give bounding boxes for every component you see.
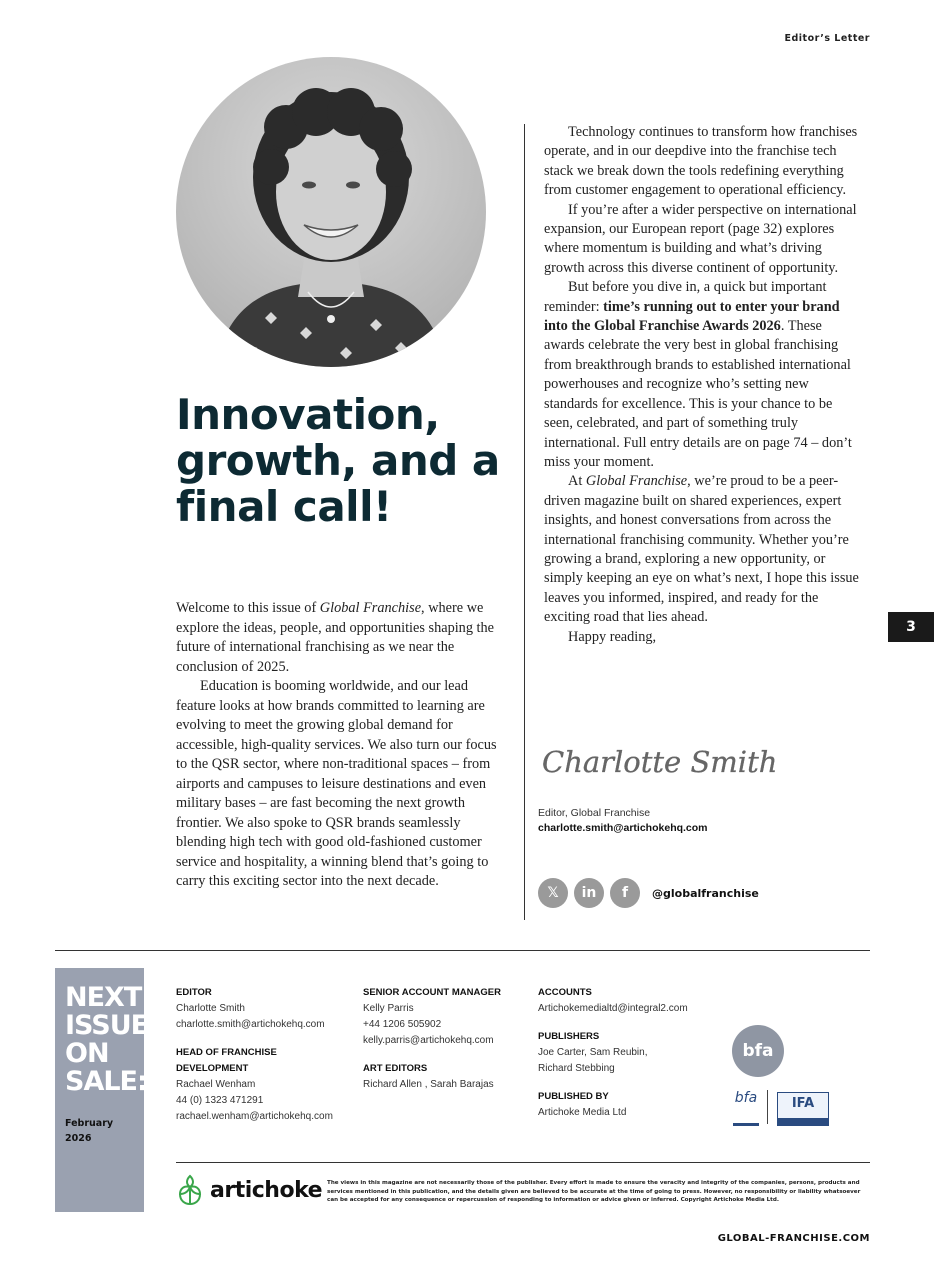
credit-email-link[interactable]: Artichokemedialtd@integral2.com xyxy=(538,1003,688,1014)
credit-name: Richard Allen , Sarah Barajas xyxy=(363,1079,494,1090)
artichoke-logo-text: artichoke xyxy=(210,1177,323,1203)
credit-name: Kelly Parris xyxy=(363,1003,414,1014)
credits-column-2 xyxy=(363,985,501,1093)
publication-name: Global Franchise xyxy=(319,600,422,616)
next-issue-month: February xyxy=(65,1118,114,1129)
credit-email-link[interactable]: charlotte.smith@artichokehq.com xyxy=(176,1019,325,1030)
site-url-link[interactable]: GLOBAL-FRANCHISE.COM xyxy=(717,1233,870,1244)
badge-separator xyxy=(767,1090,768,1124)
signature-text: Charlotte Smith xyxy=(542,745,778,779)
next-issue-panel xyxy=(55,968,149,1212)
ifa-logo-text: IFA xyxy=(791,1096,815,1111)
credit-name: Rachael Wenham xyxy=(176,1079,256,1090)
artichoke-logo xyxy=(176,1174,322,1206)
intro-column xyxy=(176,599,506,892)
column-divider xyxy=(524,124,525,920)
next-issue-line: SALE: xyxy=(65,1066,147,1097)
facebook-icon[interactable]: f xyxy=(610,878,640,908)
sign-off: Happy reading, xyxy=(568,628,657,645)
credit-name: Artichoke Media Ltd xyxy=(538,1107,627,1118)
credit-email-link[interactable]: kelly.parris@artichokehq.com xyxy=(363,1035,494,1046)
editor-portrait-illustration xyxy=(176,57,486,367)
linkedin-icon[interactable]: in xyxy=(574,878,604,908)
text-run: . These awards celebrate the very best in global franchising from breakthrough brands to established international powerhouses and recognize who’s setting new standards for excellence. This is your chance to be seen, celebrated, and part of something truly international. Full entry details are on page 74 – don’t miss your moment. xyxy=(544,318,852,470)
bfa-logo: bfa xyxy=(733,1090,759,1126)
credit-heading: PUBLISHERS xyxy=(538,1031,600,1042)
page-title: Innovation, growth, and a final call! xyxy=(176,390,500,532)
body-paragraph-4 xyxy=(544,472,864,627)
editor-title: Editor, Global Franchise xyxy=(538,807,651,819)
footer-divider-lower xyxy=(176,1162,870,1163)
intro-paragraph-2: Education is booming worldwide, and our lead feature looks at how brands committed to learning are evolving to meet the growing global demand for accessible, high-quality services. We also turn our focus to the QSR sector, where non-traditional spaces – from airports and campuses to leisure destinations and even military bases – are fast becoming the next growth frontier. We also spoke to QSR brands seamlessly blending high tech with good old-fashioned customer service and hospitality, a winning blend that’s going to carry this exciting sector into the next decade. xyxy=(176,678,497,889)
credit-heading: ART EDITORS xyxy=(363,1063,428,1074)
intro-paragraph-1 xyxy=(176,599,506,677)
body-column xyxy=(544,123,864,647)
credit-heading: EDITOR xyxy=(176,987,212,998)
next-issue-line: ISSUE xyxy=(65,1010,149,1041)
footer-divider xyxy=(55,950,870,951)
publication-name: Global Franchise xyxy=(585,473,688,490)
body-paragraph-2: If you’re after a wider perspective on international expansion, our European report (page 32) explores where momentum is building and what’s driving growth across this diverse continent of opportunity. xyxy=(544,201,857,276)
next-issue-line: NEXT xyxy=(65,982,142,1013)
handwritten-signature xyxy=(540,740,780,784)
legal-disclaimer: The views in this magazine are not necessarily those of the publisher. Every effort is made to ensure the veracity and integrity of the companies, persons, products and services mentioned in this publication, and the details given are believed to be accurate at the time of going to press. However, no responsibility or liability whatsoever can be accepted for any consequence or repercussion of responding to information or advice given or inferred. Copyright Artichoke Media Ltd. xyxy=(327,1180,861,1203)
next-issue-line: ON xyxy=(65,1038,109,1069)
credit-name: Richard Stebbing xyxy=(538,1063,615,1074)
credit-heading: ACCOUNTS xyxy=(538,987,592,998)
credits-column-1 xyxy=(176,985,333,1125)
text-run: , where we explore the ideas, people, and opportunities shaping the future of international franchising as we near the conclusion of 2025. xyxy=(176,600,495,675)
text-run: At xyxy=(568,473,586,490)
text-run: , we’re proud to be a peer-driven magazine built on shared experiences, expert insights, and honest conversations from across the international franchising community. Whether you’re growing a brand, exploring a new opportunity, or simply keeping an eye on what’s next, I hope this issue leaves you informed, inspired, and ready for the exciting road that lies ahead. xyxy=(544,473,859,626)
text-run: Welcome to this issue of xyxy=(176,600,320,616)
credit-phone: +44 1206 505902 xyxy=(363,1019,442,1030)
credit-heading: PUBLISHED BY xyxy=(538,1091,609,1102)
credit-name: Joe Carter, Sam Reubin, xyxy=(538,1047,648,1058)
next-issue-year: 2026 xyxy=(65,1133,92,1144)
social-links xyxy=(538,878,759,908)
credit-name: Charlotte Smith xyxy=(176,1003,245,1014)
credits-column-3 xyxy=(538,985,688,1121)
section-label: Editor’s Letter xyxy=(784,33,870,44)
ifa-logo xyxy=(777,1092,829,1126)
credit-email-link[interactable]: rachael.wenham@artichokehq.com xyxy=(176,1111,333,1122)
credit-heading: DEVELOPMENT xyxy=(176,1063,249,1074)
awards-callout: time’s running out to enter your brand into the Global Franchise Awards 2026 xyxy=(544,298,840,335)
x-icon[interactable]: 𝕏 xyxy=(538,878,568,908)
editor-portrait xyxy=(176,57,486,367)
credit-phone: 44 (0) 1323 471291 xyxy=(176,1095,264,1106)
next-issue-date xyxy=(65,1116,134,1146)
text-run: But before you dive in, a quick but important reminder: xyxy=(544,279,827,315)
signature-block xyxy=(538,806,708,836)
bfa-advisor-badge: bfa xyxy=(732,1025,784,1077)
body-paragraph-1: Technology continues to transform how franchises operate, and in our deepdive into the franchise tech stack we break down the tools redefining everything from customer engagement to operational efficiency. xyxy=(544,124,858,199)
credit-heading: HEAD OF FRANCHISE xyxy=(176,1047,277,1058)
credit-heading: SENIOR ACCOUNT MANAGER xyxy=(363,987,501,998)
editor-email-link[interactable]: charlotte.smith@artichokehq.com xyxy=(538,822,708,834)
social-handle[interactable]: @globalfranchise xyxy=(652,886,759,900)
artichoke-icon xyxy=(176,1174,204,1206)
page-number-tab: 3 xyxy=(888,612,934,642)
body-paragraph-3 xyxy=(544,278,864,472)
